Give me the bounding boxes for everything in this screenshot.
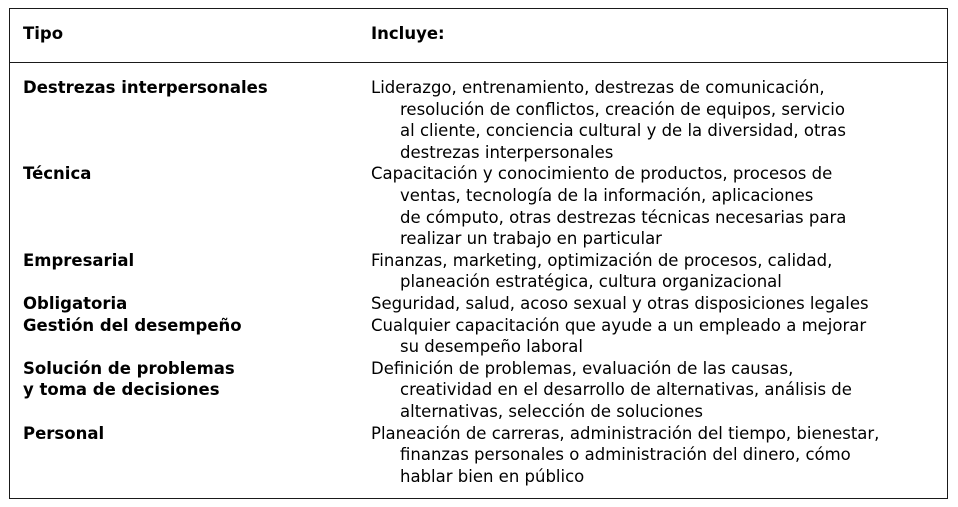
row-tipo: Empresarial	[23, 250, 135, 270]
row-incluye	[371, 163, 931, 249]
column-header-tipo: Tipo	[23, 24, 64, 43]
incluye-line: su desempeño laboral	[400, 337, 583, 357]
incluye-line: Liderazgo, entrenamiento, destrezas de comunicación,	[371, 78, 825, 97]
row-incluye	[371, 250, 931, 293]
row-tipo: Obligatoria	[23, 293, 128, 313]
table-row	[10, 358, 947, 423]
incluye-line: Definición de problemas, evaluación de las causas,	[371, 358, 794, 378]
table-body	[10, 77, 947, 487]
incluye-line: destrezas interpersonales	[400, 142, 614, 162]
row-incluye	[371, 293, 931, 315]
incluye-line: Capacitación y conocimiento de productos, procesos de	[371, 164, 833, 184]
training-types-table	[9, 8, 948, 499]
row-incluye	[371, 77, 931, 163]
incluye-line: ventas, tecnología de la información, aplicaciones	[400, 185, 814, 205]
incluye-line: Finanzas, marketing, optimización de procesos, calidad,	[371, 250, 833, 270]
table-row	[10, 315, 947, 358]
row-incluye	[371, 358, 931, 423]
incluye-line: Planeación de carreras, administración del tiempo, bienestar,	[371, 423, 880, 443]
table-row	[10, 423, 947, 488]
header-divider	[10, 62, 947, 63]
column-header-incluye: Incluye:	[371, 24, 445, 43]
incluye-line: alternativas, selección de soluciones	[400, 401, 703, 421]
incluye-line: hablar bien en público	[400, 466, 585, 486]
incluye-line: finanzas personales o administración del dinero, cómo	[400, 445, 851, 465]
row-tipo: Destrezas interpersonales	[23, 78, 268, 97]
row-tipo: Personal	[23, 423, 105, 443]
incluye-line: Seguridad, salud, acoso sexual y otras disposiciones legales	[371, 293, 869, 313]
incluye-line: Cualquier capacitación que ayude a un empleado a mejorar	[371, 315, 867, 335]
incluye-line: al cliente, conciencia cultural y de la diversidad, otras	[400, 121, 846, 141]
incluye-line: planeación estratégica, cultura organizacional	[400, 272, 782, 292]
table-row	[10, 250, 947, 293]
row-incluye	[371, 423, 931, 488]
row-tipo: Solución de problemas y toma de decisiones	[23, 358, 235, 400]
table-row	[10, 293, 947, 315]
incluye-line: de cómputo, otras destrezas técnicas necesarias para	[400, 207, 847, 227]
incluye-line: resolución de conflictos, creación de equipos, servicio	[400, 99, 845, 119]
table-row	[10, 163, 947, 249]
row-tipo: Técnica	[23, 164, 92, 184]
incluye-line: creatividad en el desarrollo de alternativas, análisis de	[400, 380, 852, 400]
row-tipo: Gestión del desempeño	[23, 315, 242, 335]
incluye-line: realizar un trabajo en particular	[400, 229, 662, 249]
table-row	[10, 77, 947, 163]
row-incluye	[371, 315, 931, 358]
